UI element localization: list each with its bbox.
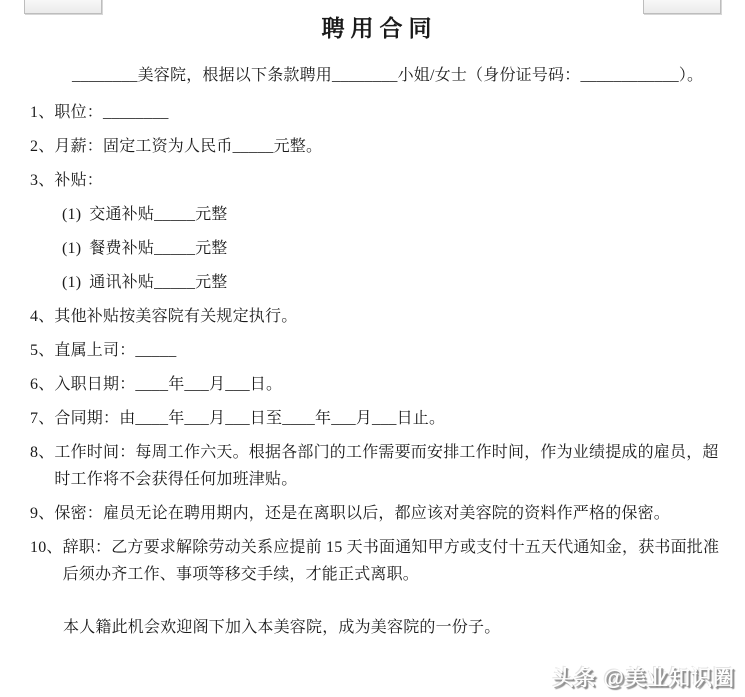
clause-subsidy-number: 3、 — [30, 172, 55, 189]
clause-salary-text: 月薪：固定工资为人民币_____元整。 — [54, 138, 323, 155]
clause-supervisor-number: 5、 — [30, 342, 55, 359]
clause-confidentiality — [30, 500, 723, 527]
subsidy-item-telecom — [62, 269, 723, 296]
clause-position-text: 职位：________ — [54, 104, 169, 121]
clause-subsidy-text: 补贴： — [54, 172, 104, 189]
clause-confidentiality-number: 9、 — [30, 505, 55, 522]
subsidy-item-meal-number: (1) — [62, 240, 82, 257]
clause-other-subsidy-number: 4、 — [30, 308, 55, 325]
clause-other-subsidy-text: 其他补贴按美容院有关规定执行。 — [54, 308, 298, 325]
top-left-margin-artifact — [24, 0, 102, 14]
subsidy-item-transport — [62, 201, 723, 228]
subsidy-item-transport-number: (1) — [62, 206, 82, 223]
subsidy-item-meal-text: 餐费补贴_____元整 — [89, 240, 228, 257]
clause-contract-term-text: 合同期：由____年___月___日至____年___月___日止。 — [54, 410, 446, 427]
clause-working-hours-number: 8、 — [30, 444, 55, 461]
clause-salary-number: 2、 — [30, 138, 55, 155]
subsidy-item-telecom-text: 通讯补贴_____元整 — [89, 274, 228, 291]
top-right-margin-artifact — [643, 0, 721, 14]
clause-confidentiality-text: 保密：雇员无论在聘用期内，还是在离职以后，都应该对美容院的资料作严格的保密。 — [54, 505, 671, 522]
clause-contract-term-number: 7、 — [30, 410, 55, 427]
subsidy-item-transport-text: 交通补贴_____元整 — [89, 206, 228, 223]
clause-start-date — [30, 371, 723, 398]
clause-other-subsidy — [30, 303, 723, 330]
clause-resignation-text: 辞职：乙方要求解除劳动关系应提前 15 天书面通知甲方或支付十五天代通知金，获书面批准后须办齐工作、事项等移交手续，才能正式离职。 — [62, 539, 720, 583]
subsidy-item-meal — [62, 235, 723, 262]
clause-start-date-text: 入职日期：____年___月___日。 — [54, 376, 283, 393]
clause-start-date-number: 6、 — [30, 376, 55, 393]
clause-resignation — [30, 534, 723, 588]
clause-working-hours-text: 工作时间：每周工作六天。根据各部门的工作需要而安排工作时间，作为业绩提成的雇员，超时工作将不会获得任何加班津贴。 — [54, 444, 719, 488]
clause-position-number: 1、 — [30, 104, 55, 121]
clause-supervisor — [30, 337, 723, 364]
intro-paragraph: ________美容院，根据以下条款聘用________小姐/女士（身份证号码：____________）。 — [72, 67, 704, 84]
clause-position — [30, 99, 723, 126]
clause-subsidy — [30, 167, 723, 194]
clause-salary — [30, 133, 723, 160]
subsidy-item-telecom-number: (1) — [62, 274, 82, 291]
clause-contract-term — [30, 405, 723, 432]
clause-supervisor-text: 直属上司：_____ — [54, 342, 177, 359]
document-title: 聘用合同 — [321, 16, 438, 41]
toutiao-watermark: 头条 @美业知识圈 — [552, 667, 735, 690]
closing-paragraph: 本人籍此机会欢迎阁下加入本美容院，成为美容院的一份子。 — [63, 619, 501, 636]
clause-resignation-number: 10、 — [30, 539, 63, 556]
clause-working-hours — [30, 439, 723, 493]
